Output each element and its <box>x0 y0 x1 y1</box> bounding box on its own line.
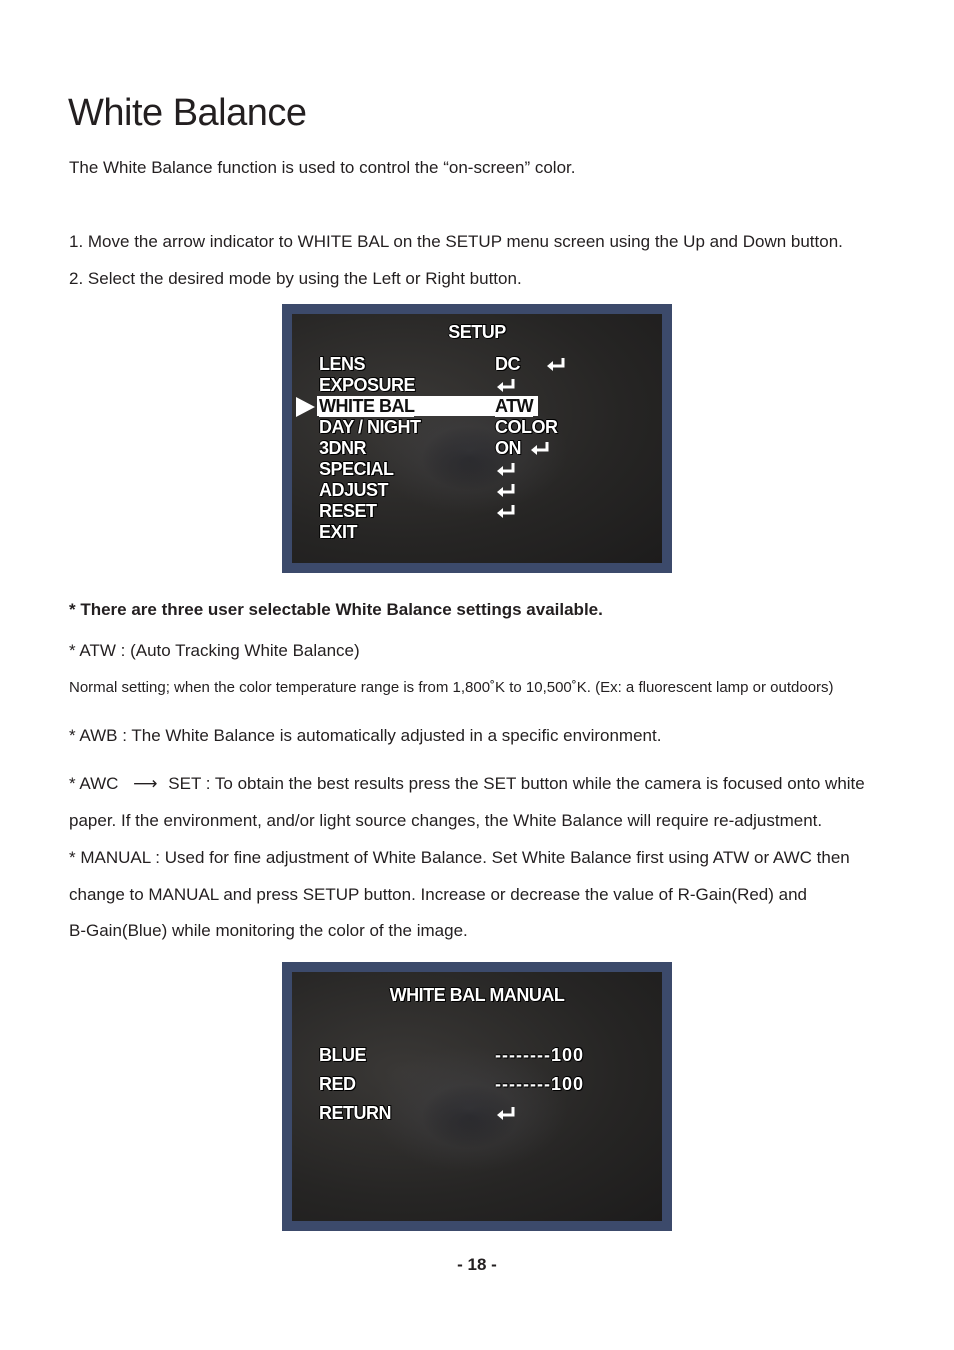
menu-item-reset: RESET <box>319 501 377 521</box>
menu-value-white-bal: ATW <box>495 396 534 416</box>
page-number: - 18 - <box>457 1255 497 1274</box>
menu-item-white-bal: WHITE BAL <box>319 396 415 416</box>
menu-item-lens: LENS <box>319 354 366 374</box>
menu-item-adjust: ADJUST <box>319 480 389 500</box>
awc-note-line1 <box>69 774 865 794</box>
menu-item-special: SPECIAL <box>319 459 394 479</box>
enter-icon <box>495 1103 517 1124</box>
menu-item-day-night: DAY / NIGHT <box>319 417 421 437</box>
manual-note-line2: change to MANUAL and press SETUP button. Increase or decrease the value of R-Gain(Red) and <box>69 885 808 904</box>
wb-manual-menu-screenshot <box>282 962 672 1231</box>
page-title: White Balance <box>68 92 307 134</box>
enter-icon <box>495 480 517 501</box>
menu-value-day-night: COLOR <box>495 417 558 437</box>
menu-item-exit: EXIT <box>319 522 358 542</box>
atw-note: * ATW : (Auto Tracking White Balance) <box>69 641 360 660</box>
enter-icon <box>495 501 517 522</box>
enter-icon <box>495 459 517 480</box>
menu-item-blue: BLUE <box>319 1045 366 1065</box>
menu-value-blue: --------100 <box>495 1045 584 1065</box>
awc-note-line2: paper. If the environment, and/or light source changes, the White Balance will require re-adjustment. <box>69 811 823 830</box>
awc-prefix: * AWC <box>69 774 119 793</box>
manual-note-line3: B-Gain(Blue) while monitoring the color of the image. <box>69 921 468 940</box>
enter-icon <box>495 375 517 396</box>
settings-heading: * There are three user selectable White Balance settings available. <box>69 600 603 619</box>
menu-value-red: --------100 <box>495 1074 584 1094</box>
menu-item-exposure: EXPOSURE <box>319 375 416 395</box>
right-arrow-icon: ⟶ <box>133 774 158 793</box>
menu-item-red: RED <box>319 1074 356 1094</box>
menu-value-3dnr: ON <box>495 438 521 458</box>
setup-menu-title: SETUP <box>448 322 506 342</box>
intro-text: The White Balance function is used to control the “on-screen” color. <box>69 158 576 177</box>
setup-menu-screen <box>292 314 662 563</box>
enter-icon <box>529 438 551 459</box>
awb-note: * AWB : The White Balance is automatically adjusted in a specific environment. <box>69 726 662 745</box>
wb-manual-title: WHITE BAL MANUAL <box>389 985 565 1005</box>
selection-arrow-icon <box>296 397 315 417</box>
setup-menu-screenshot <box>282 304 672 573</box>
menu-item-3dnr: 3DNR <box>319 438 367 458</box>
wb-manual-menu-screen <box>292 972 662 1221</box>
manual-note-line1: * MANUAL : Used for fine adjustment of White Balance. Set White Balance first using ATW or AWC then <box>69 848 850 867</box>
step-1: 1. Move the arrow indicator to WHITE BAL on the SETUP menu screen using the Up and Down button. <box>69 232 843 251</box>
menu-value-lens: DC <box>495 354 520 374</box>
step-2: 2. Select the desired mode by using the Left or Right button. <box>69 269 522 288</box>
atw-detail: Normal setting; when the color temperature range is from 1,800˚K to 10,500˚K. (Ex: a fluorescent lamp or outdoors) <box>69 679 834 696</box>
awc-rest: SET : To obtain the best results press the SET button while the camera is focused onto white <box>168 774 865 793</box>
enter-icon <box>545 354 567 375</box>
menu-item-return: RETURN <box>319 1103 391 1123</box>
